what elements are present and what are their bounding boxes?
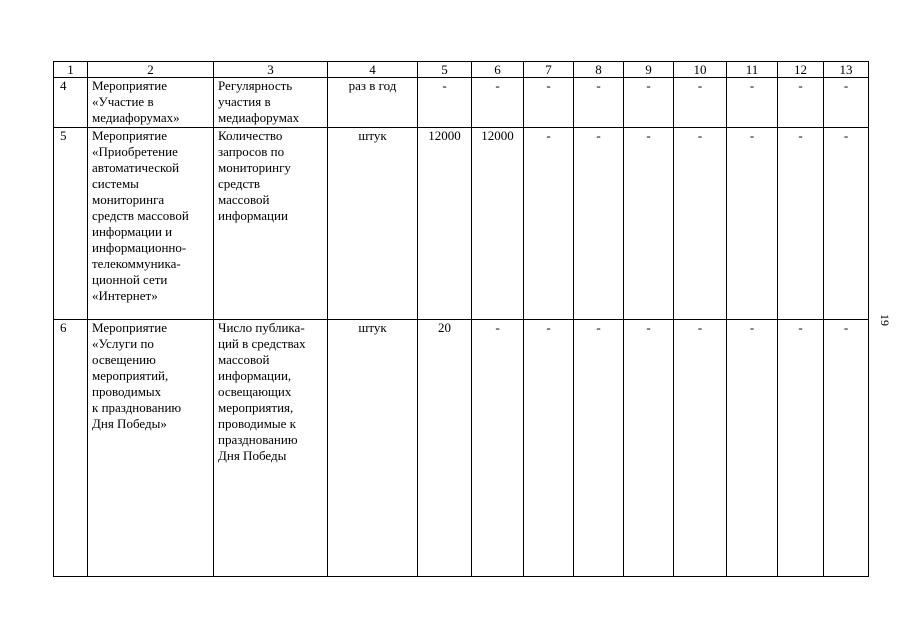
value-cell: - — [727, 128, 778, 320]
value-cell: - — [778, 128, 824, 320]
header-cell: 6 — [472, 62, 524, 78]
value-cell: - — [524, 320, 574, 577]
value-cell: 12000 — [418, 128, 472, 320]
value-cell: - — [674, 78, 727, 128]
value-cell: - — [824, 78, 869, 128]
value-cell: - — [778, 320, 824, 577]
value-cell: - — [574, 78, 624, 128]
value-cell: - — [418, 78, 472, 128]
value-cell: 12000 — [472, 128, 524, 320]
value-cell: - — [472, 320, 524, 577]
value-cell: - — [778, 78, 824, 128]
table-row — [54, 320, 869, 577]
header-cell: 7 — [524, 62, 574, 78]
page-number: 19 — [878, 314, 892, 326]
value-cell: - — [524, 78, 574, 128]
indicators-table — [53, 61, 869, 577]
header-cell: 9 — [624, 62, 674, 78]
header-cell: 13 — [824, 62, 869, 78]
header-cell: 1 — [54, 62, 88, 78]
value-cell: - — [727, 320, 778, 577]
value-cell: - — [574, 128, 624, 320]
value-cell: - — [624, 128, 674, 320]
event-cell: Мероприятие «Приобретение автоматической системы мониторинга средств массовой информации и информационно- телекоммуника- ционной сети «Интернет» — [88, 128, 214, 320]
value-cell: - — [574, 320, 624, 577]
header-cell: 2 — [88, 62, 214, 78]
row-number: 6 — [54, 320, 88, 577]
table-row — [54, 128, 869, 320]
value-cell: - — [727, 78, 778, 128]
header-cell: 10 — [674, 62, 727, 78]
header-cell: 11 — [727, 62, 778, 78]
unit-cell: раз в год — [328, 78, 418, 128]
indicator-cell: Регулярность участия в медиафорумах — [214, 78, 328, 128]
value-cell: - — [624, 320, 674, 577]
value-cell: - — [824, 128, 869, 320]
event-cell: Мероприятие «Участие в медиафорумах» — [88, 78, 214, 128]
unit-cell: штук — [328, 128, 418, 320]
header-cell: 5 — [418, 62, 472, 78]
indicator-cell: Число публика- ций в средствах массовой информации, освещающих мероприятия, проводимые к празднованию Дня Победы — [214, 320, 328, 577]
event-cell: Мероприятие «Услуги по освещению мероприятий, проводимых к празднованию Дня Победы» — [88, 320, 214, 577]
table-row — [54, 78, 869, 128]
value-cell: 20 — [418, 320, 472, 577]
header-cell: 3 — [214, 62, 328, 78]
value-cell: - — [674, 128, 727, 320]
header-cell: 12 — [778, 62, 824, 78]
indicator-cell: Количество запросов по мониторингу средств массовой информации — [214, 128, 328, 320]
row-number: 5 — [54, 128, 88, 320]
header-cell: 8 — [574, 62, 624, 78]
row-number: 4 — [54, 78, 88, 128]
value-cell: - — [472, 78, 524, 128]
value-cell: - — [674, 320, 727, 577]
header-row — [54, 62, 869, 78]
unit-cell: штук — [328, 320, 418, 577]
value-cell: - — [624, 78, 674, 128]
value-cell: - — [824, 320, 869, 577]
header-cell: 4 — [328, 62, 418, 78]
value-cell: - — [524, 128, 574, 320]
